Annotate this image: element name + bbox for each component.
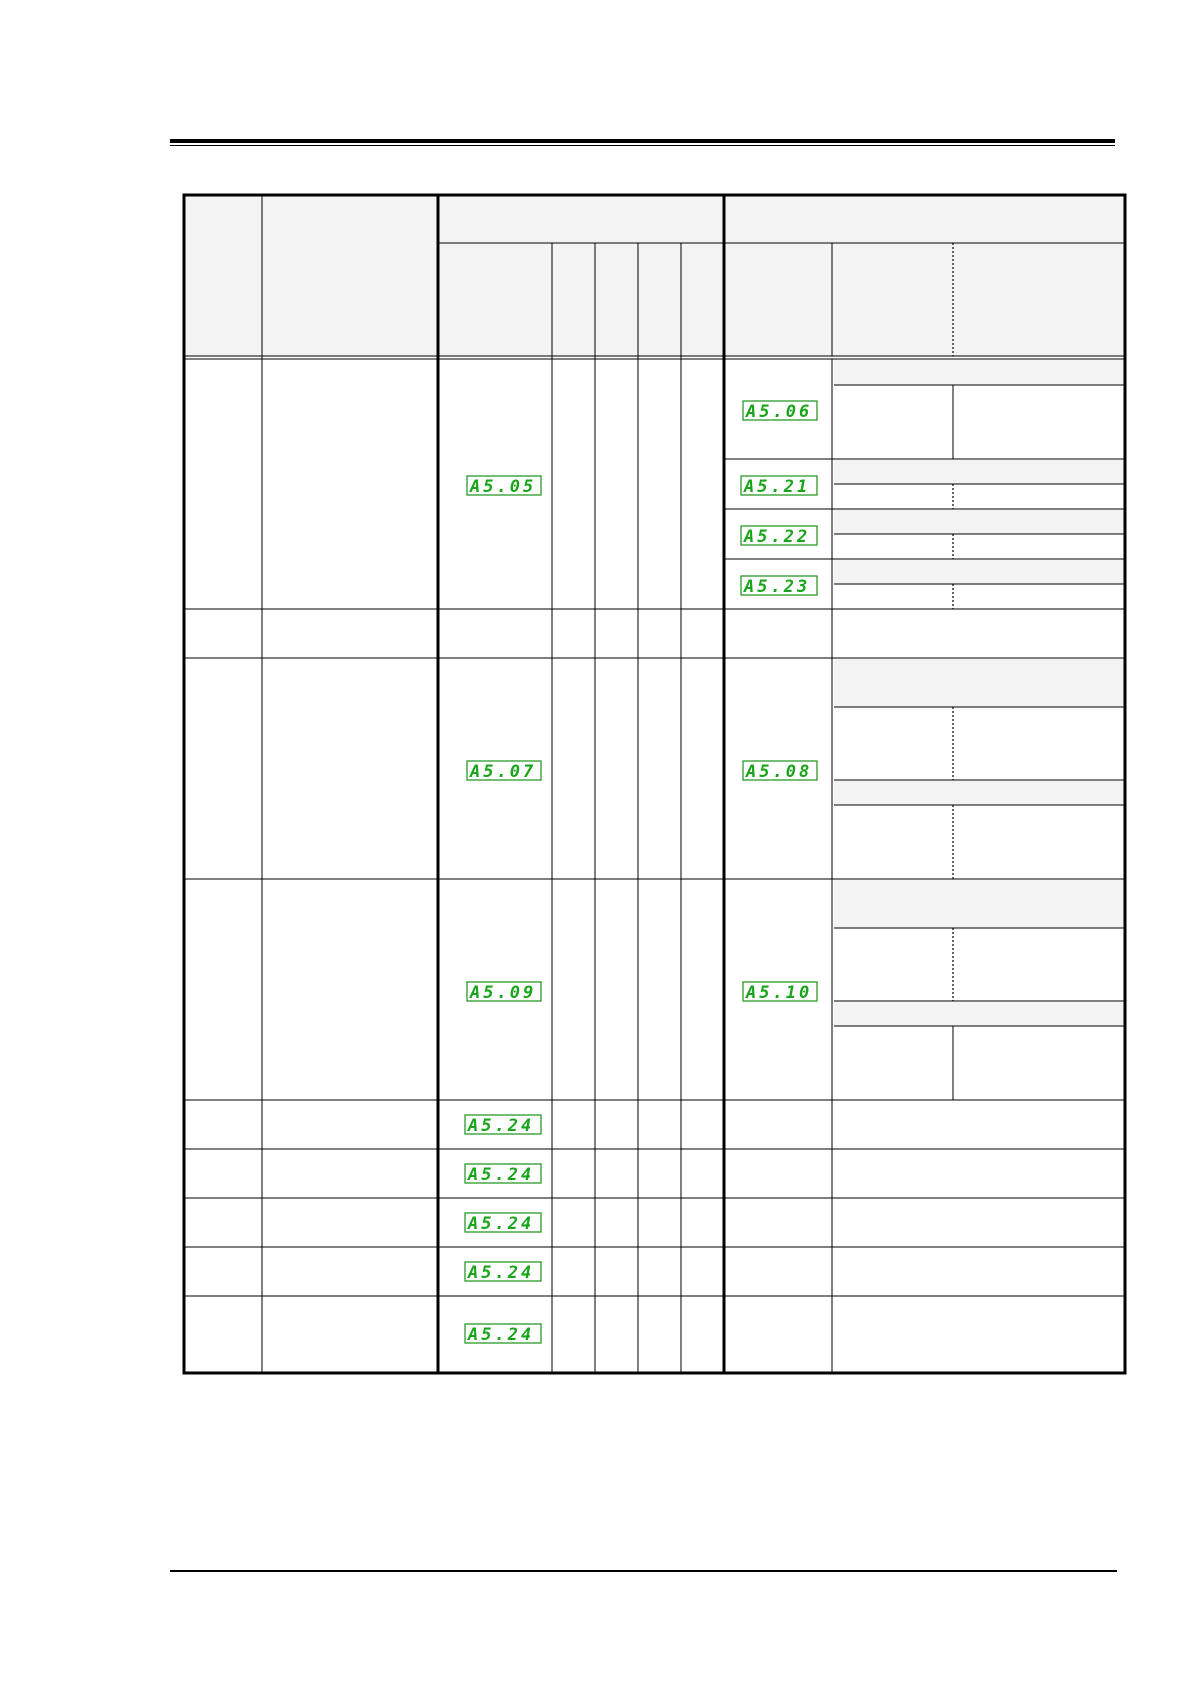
svg-text:A5.10: A5.10	[746, 983, 813, 1003]
display-a522	[741, 526, 817, 547]
table-header-band	[184, 195, 1125, 357]
display-a523	[741, 576, 817, 597]
svg-text:A5.08: A5.08	[746, 762, 813, 782]
display-a524-row7	[465, 1213, 541, 1234]
display-a521	[741, 476, 817, 497]
sub-band-5	[834, 659, 1125, 707]
footer-rule	[170, 1570, 1117, 1572]
display-a524-row6	[465, 1164, 541, 1185]
display-a524-row5	[465, 1115, 541, 1136]
svg-text:A5.24: A5.24	[468, 1214, 535, 1234]
display-a506	[743, 401, 817, 422]
sub-band-6	[834, 781, 1125, 805]
svg-text:A5.05: A5.05	[470, 477, 537, 497]
display-a508	[743, 761, 817, 782]
display-a505	[467, 476, 541, 497]
svg-text:A5.07: A5.07	[470, 762, 537, 782]
display-a509	[467, 982, 541, 1003]
svg-text:A5.06: A5.06	[746, 402, 813, 422]
sub-band-4	[834, 560, 1125, 584]
svg-text:A5.24: A5.24	[468, 1116, 535, 1136]
display-a510	[743, 982, 817, 1003]
svg-text:A5.22: A5.22	[744, 527, 811, 547]
svg-text:A5.09: A5.09	[470, 983, 537, 1003]
svg-text:A5.24: A5.24	[468, 1325, 535, 1345]
svg-text:A5.23: A5.23	[744, 577, 811, 597]
svg-text:A5.21: A5.21	[744, 477, 811, 497]
display-a524-row9	[465, 1324, 541, 1345]
sub-band-8	[834, 1002, 1125, 1026]
svg-text:A5.24: A5.24	[468, 1165, 535, 1185]
display-a507	[467, 761, 541, 782]
sub-band-2	[834, 460, 1125, 484]
sub-band-1	[834, 360, 1125, 385]
svg-text:A5.24: A5.24	[468, 1263, 535, 1283]
sub-band-3	[834, 510, 1125, 534]
display-a524-row8	[465, 1262, 541, 1283]
sub-band-7	[834, 880, 1125, 928]
